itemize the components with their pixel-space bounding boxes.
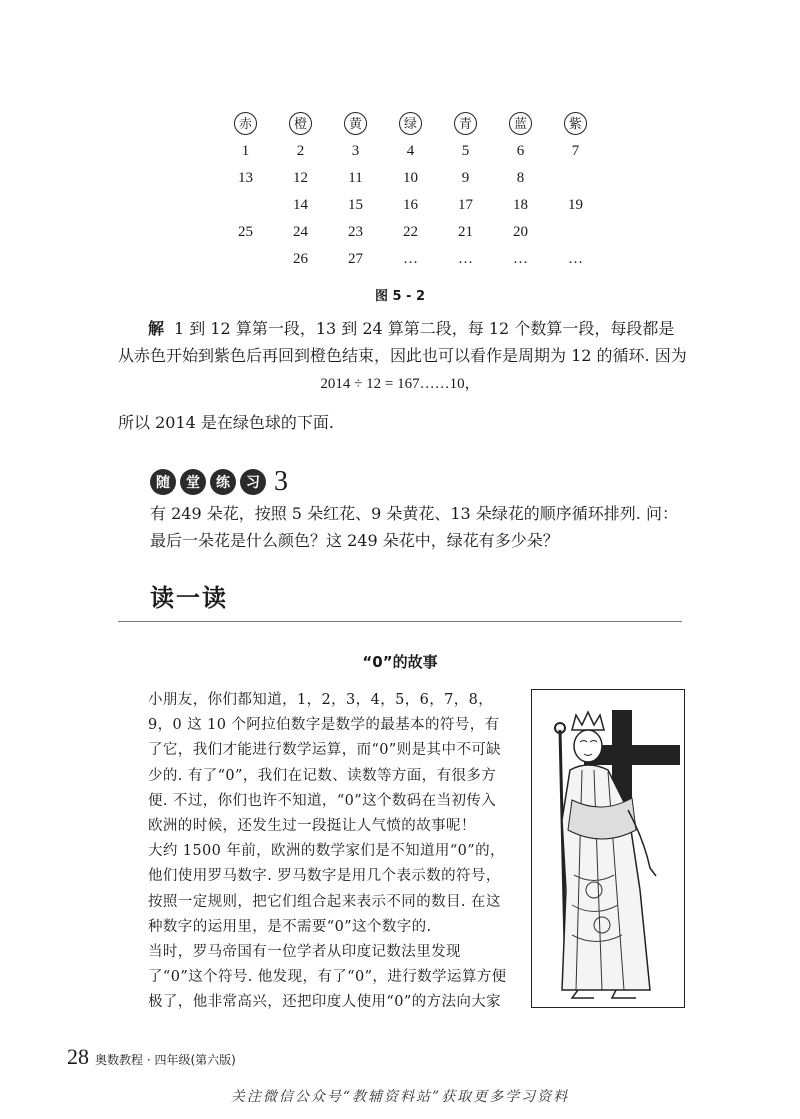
table-cell: 26	[293, 251, 308, 267]
robe	[562, 765, 650, 990]
table-row	[218, 219, 608, 246]
practice-badge: 随	[150, 469, 176, 495]
table-row	[218, 246, 608, 273]
table-cell: 19	[568, 197, 583, 213]
story-title: “0”的故事	[362, 653, 438, 671]
page-number: 28	[67, 1044, 89, 1069]
table-cell: 1	[241, 143, 250, 159]
table-cell: 2	[296, 143, 305, 159]
table-cell: 5	[461, 143, 470, 159]
table-cell: 15	[348, 197, 363, 213]
story-paragraph: 小朋友，你们都知道，1，2，3，4，5，6，7，8，9，0 这 10 个阿拉伯数字是数学的最基本的符号，有了它，我们才能进行数学运算，而“0”则是其中不可缺少的. 有了“0”，我们在记数、读数等方面，有很多方便. 不过，你们也许不知道，“0”这个数码在当初传入欧洲的时候，还发生过一段挺让人气愤的故事呢！	[148, 692, 502, 835]
color-blue: 蓝	[509, 112, 532, 135]
table-cell: 22	[403, 224, 418, 240]
solution-text: 1 到 12 算第一段，13 到 24 算第二段，每 12 个数算一段，每段都是从赤色开始到紫色后再回到橙色结束，因此也可以看作是周期为 12 的循环. 因为	[118, 319, 687, 365]
color-header-row	[218, 108, 608, 138]
solution-label: 解	[148, 319, 165, 338]
equation: 2014 ÷ 12 = 167……10，	[320, 376, 480, 392]
table-row	[218, 165, 608, 192]
table-row	[218, 138, 608, 165]
practice-badge: 堂	[180, 469, 206, 495]
table-cell: 8	[516, 170, 525, 186]
section-title: 读一读	[150, 583, 228, 612]
table-cell: 4	[406, 143, 415, 159]
table-cell: 21	[458, 224, 473, 240]
practice-badge: 练	[210, 469, 236, 495]
table-cell: 6	[516, 143, 525, 159]
table-cell: 14	[293, 197, 308, 213]
table-cell: 7	[571, 143, 580, 159]
exercise-body: 有 249 朵花，按照 5 朵红花、9 朵黄花、13 朵绿花的顺序循环排列. 问：最后一朵花是什么颜色？这 249 朵花中，绿花有多少朵？	[150, 504, 678, 550]
table-cell: 16	[403, 197, 418, 213]
color-purple: 紫	[564, 112, 587, 135]
practice-number: 3	[274, 466, 288, 497]
table-cell: 27	[348, 251, 363, 267]
book-title: 奥数教程 · 四年级(第六版)	[95, 1053, 236, 1067]
table-cell: 25	[238, 224, 253, 240]
scholar-illustration	[531, 689, 685, 1008]
divider	[118, 621, 682, 622]
table-row	[218, 192, 608, 219]
exercise-text	[118, 500, 688, 554]
table-cell: …	[568, 251, 583, 267]
color-green: 绿	[399, 112, 422, 135]
color-table	[218, 108, 608, 273]
table-cell: 17	[458, 197, 473, 213]
story-paragraph: 当时，罗马帝国有一位学者从印度记数法里发现了“0”这个符号. 他发现，有了“0”，进行数学运算方便极了，他非常高兴，还把印度人使用“0”的方法向大家	[148, 944, 507, 1011]
table-cell: 24	[293, 224, 308, 240]
color-yellow: 黄	[344, 112, 367, 135]
table-cell: …	[403, 251, 418, 267]
story-paragraph: 大约 1500 年前，欧洲的数学家们是不知道用“0”的，他们使用罗马数字. 罗马数字是用几个表示数的符号，按照一定规则，把它们组合起来表示不同的数目. 在这种数字的运用里，是不需要“0”这个数字的.	[148, 843, 505, 935]
figure-caption: 图 5 - 2	[374, 289, 426, 304]
figure-drawing	[532, 690, 683, 1006]
head	[574, 730, 602, 762]
table-cell: 13	[238, 170, 253, 186]
table-cell: 23	[348, 224, 363, 240]
color-orange: 橙	[289, 112, 312, 135]
conclusion: 所以 2014 是在绿色球的下面.	[118, 413, 334, 432]
color-cyan: 青	[454, 112, 477, 135]
solution-paragraph	[118, 315, 688, 369]
table-cell: 9	[461, 170, 470, 186]
page-footer	[67, 1044, 236, 1070]
table-cell: …	[513, 251, 528, 267]
watermark-text: 关注微信公众号“教辅资料站”获取更多学习资料	[230, 1089, 570, 1105]
practice-heading	[150, 466, 288, 498]
color-red: 赤	[234, 112, 257, 135]
table-cell: 11	[348, 170, 363, 186]
table-cell: 12	[293, 170, 308, 186]
table-cell: 20	[513, 224, 528, 240]
practice-badge: 习	[240, 469, 266, 495]
feet	[572, 990, 636, 998]
table-cell: …	[458, 251, 473, 267]
story-text	[118, 688, 510, 1016]
table-cell: 18	[513, 197, 528, 213]
crown	[572, 712, 604, 730]
table-cell: 3	[351, 143, 360, 159]
table-cell: 10	[403, 170, 418, 186]
